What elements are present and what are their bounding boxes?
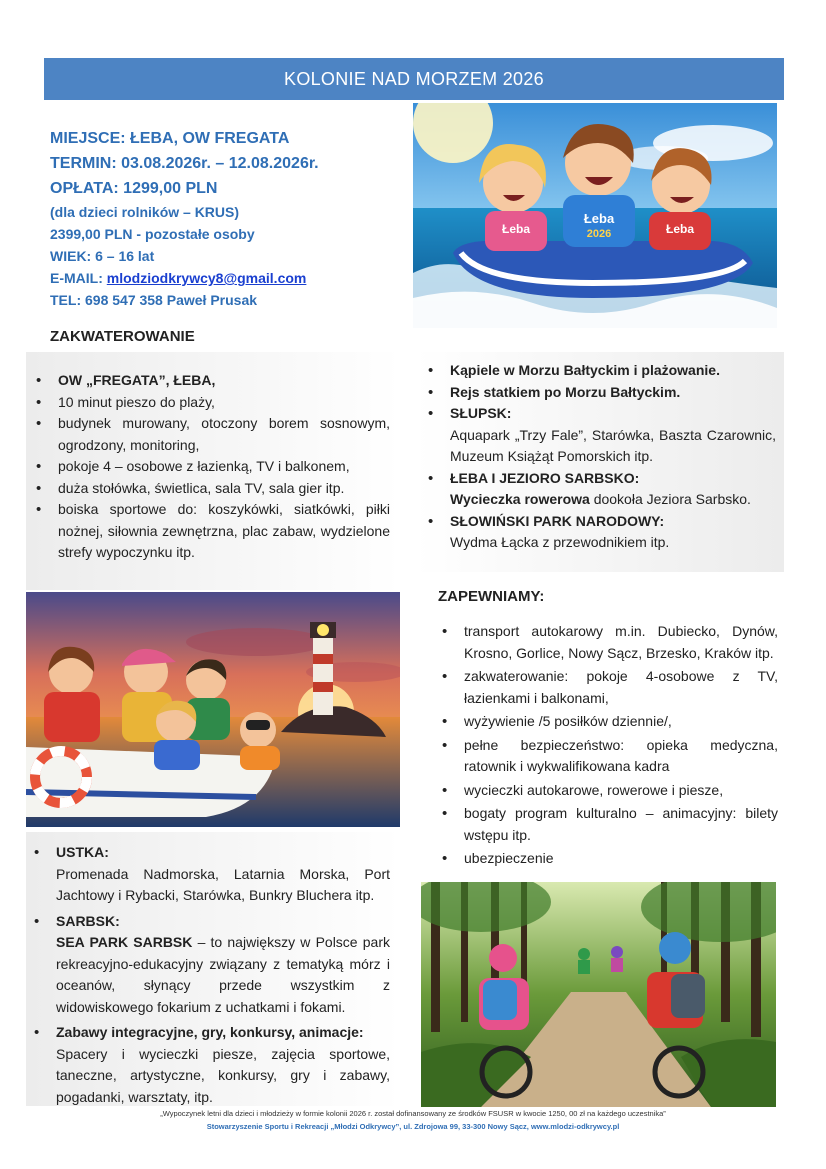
list-item: • pokoje 4 – osobowe z łazienką, TV i balkonem,: [32, 456, 390, 478]
footer-funding-note: „Wypoczynek letni dla dzieci i młodzieży w formie kolonii 2026 r. został dofinansowany ze środków FSUSR w kwocie 1250, 00 zł na każdego uczestnika”: [160, 1109, 666, 1118]
bike-ride-image: [421, 882, 776, 1107]
section-heading-zapewniamy: ZAPEWNIAMY:: [438, 588, 545, 605]
shirt-label-3: Łeba: [665, 222, 695, 236]
info-price: OPŁATA: 1299,00 PLN: [50, 180, 218, 197]
list-item: • OW „FREGATA”, ŁEBA,: [32, 370, 390, 392]
list-item: • duża stołówka, świetlica, sala TV, sala gier itp.: [32, 478, 390, 500]
info-krus: (dla dzieci rolników – KRUS): [50, 204, 240, 220]
program-right-list: [424, 360, 776, 554]
shirt-label-1: Łeba: [501, 222, 531, 236]
list-item: • transport autokarowy m.in. Dubiecko, Dynów, Krosno, Gorlice, Nowy Sącz, Brzesko, Kraków itp.: [438, 621, 778, 664]
list-item: • SŁOWIŃSKI PARK NARODOWY: Wydma Łącka z przewodnikiem itp.: [424, 511, 776, 554]
list-item: • Zabawy integracyjne, gry, konkursy, animacje: Spacery i wycieczki piesze, zajęcia sportowe, taneczne, artystyczne, konkursy, gry i zabawy, pogadanki, warsztaty, itp.: [30, 1022, 390, 1108]
info-age: WIEK: 6 – 16 lat: [50, 248, 155, 264]
list-item: • Kąpiele w Morzu Bałtyckim i plażowanie.: [424, 360, 776, 382]
list-item: • zakwaterowanie: pokoje 4-osobowe z TV, łazienkami i balkonami,: [438, 666, 778, 709]
list-item: • ubezpieczenie: [438, 848, 778, 870]
info-email-row: [50, 267, 400, 289]
page-title-banner: [44, 58, 784, 100]
kids-boat-image: [413, 103, 777, 328]
zakwaterowanie-panel: [26, 352, 400, 590]
program-right-panel: [416, 352, 784, 572]
section-heading-zakwaterowanie: ZAKWATEROWANIE: [50, 328, 195, 345]
email-label: E-MAIL:: [50, 270, 107, 286]
lighthouse-kids-image: [26, 592, 400, 827]
info-dates: TERMIN: 03.08.2026r. – 12.08.2026r.: [50, 155, 319, 172]
program-left-panel: [26, 832, 400, 1106]
footer-organization: Stowarzyszenie Sportu i Rekreacji „Młodzi Odkrywcy”, ul. Zdrojowa 99, 33-300 Nowy Sącz, www.mlodzi-odkrywcy.pl: [206, 1122, 620, 1131]
list-item: • wyżywienie /5 posiłków dziennie/,: [438, 711, 778, 733]
list-item: • budynek murowany, otoczony borem sosnowym, ogrodzony, monitoring,: [32, 413, 390, 456]
zapewniamy-list: [438, 621, 778, 870]
info-block: [50, 126, 400, 311]
shirt-label-2: Łeba: [583, 211, 615, 226]
program-left-list: [30, 842, 390, 1108]
page-title: KOLONIE NAD MORZEM 2026: [284, 68, 544, 89]
list-item: • wycieczki autokarowe, rowerowe i piesze,: [438, 780, 778, 802]
list-item: • bogaty program kulturalno – animacyjny: bilety wstępu itp.: [438, 803, 778, 846]
list-item: • ŁEBA I JEZIORO SARBSKO: Wycieczka rowerowa dookoła Jeziora Sarbsko.: [424, 468, 776, 511]
list-item: • boiska sportowe do: koszykówki, siatkówki, piłki nożnej, siłownia zewnętrzna, plac zabaw, wydzielone strefy wypoczynku itp.: [32, 499, 390, 564]
info-price-others: 2399,00 PLN - pozostałe osoby: [50, 226, 255, 242]
info-phone: TEL: 698 547 358 Paweł Prusak: [50, 292, 258, 308]
list-item: • pełne bezpieczeństwo: opieka medyczna, ratownik i wykwalifikowana kadra: [438, 735, 778, 778]
list-item: • SŁUPSK: Aquapark „Trzy Fale”, Starówka, Baszta Czarownic, Muzeum Książąt Pomorskich itp.: [424, 403, 776, 468]
shirt-year-2: 2026: [586, 228, 612, 240]
email-link[interactable]: mlodziodkrywcy8@gmail.com: [106, 270, 307, 286]
list-item: • USTKA: Promenada Nadmorska, Latarnia Morska, Port Jachtowy i Rybacki, Starówka, Bunkry Bluchera itp.: [30, 842, 390, 907]
list-item: • 10 minut pieszo do plaży,: [32, 392, 390, 414]
list-item: • Rejs statkiem po Morzu Bałtyckim.: [424, 382, 776, 404]
list-item: • SARBSK: SEA PARK SARBSK – to największy w Polsce park rekreacyjno-edukacyjny związany z tematyką mórz i oceanów, słynący przede wszystkim z widowiskowego fokarium z uchatkami i fokami.: [30, 911, 390, 1019]
zakwaterowanie-list: [32, 370, 390, 564]
info-location: MIEJSCE: ŁEBA, OW FREGATA: [50, 130, 290, 147]
